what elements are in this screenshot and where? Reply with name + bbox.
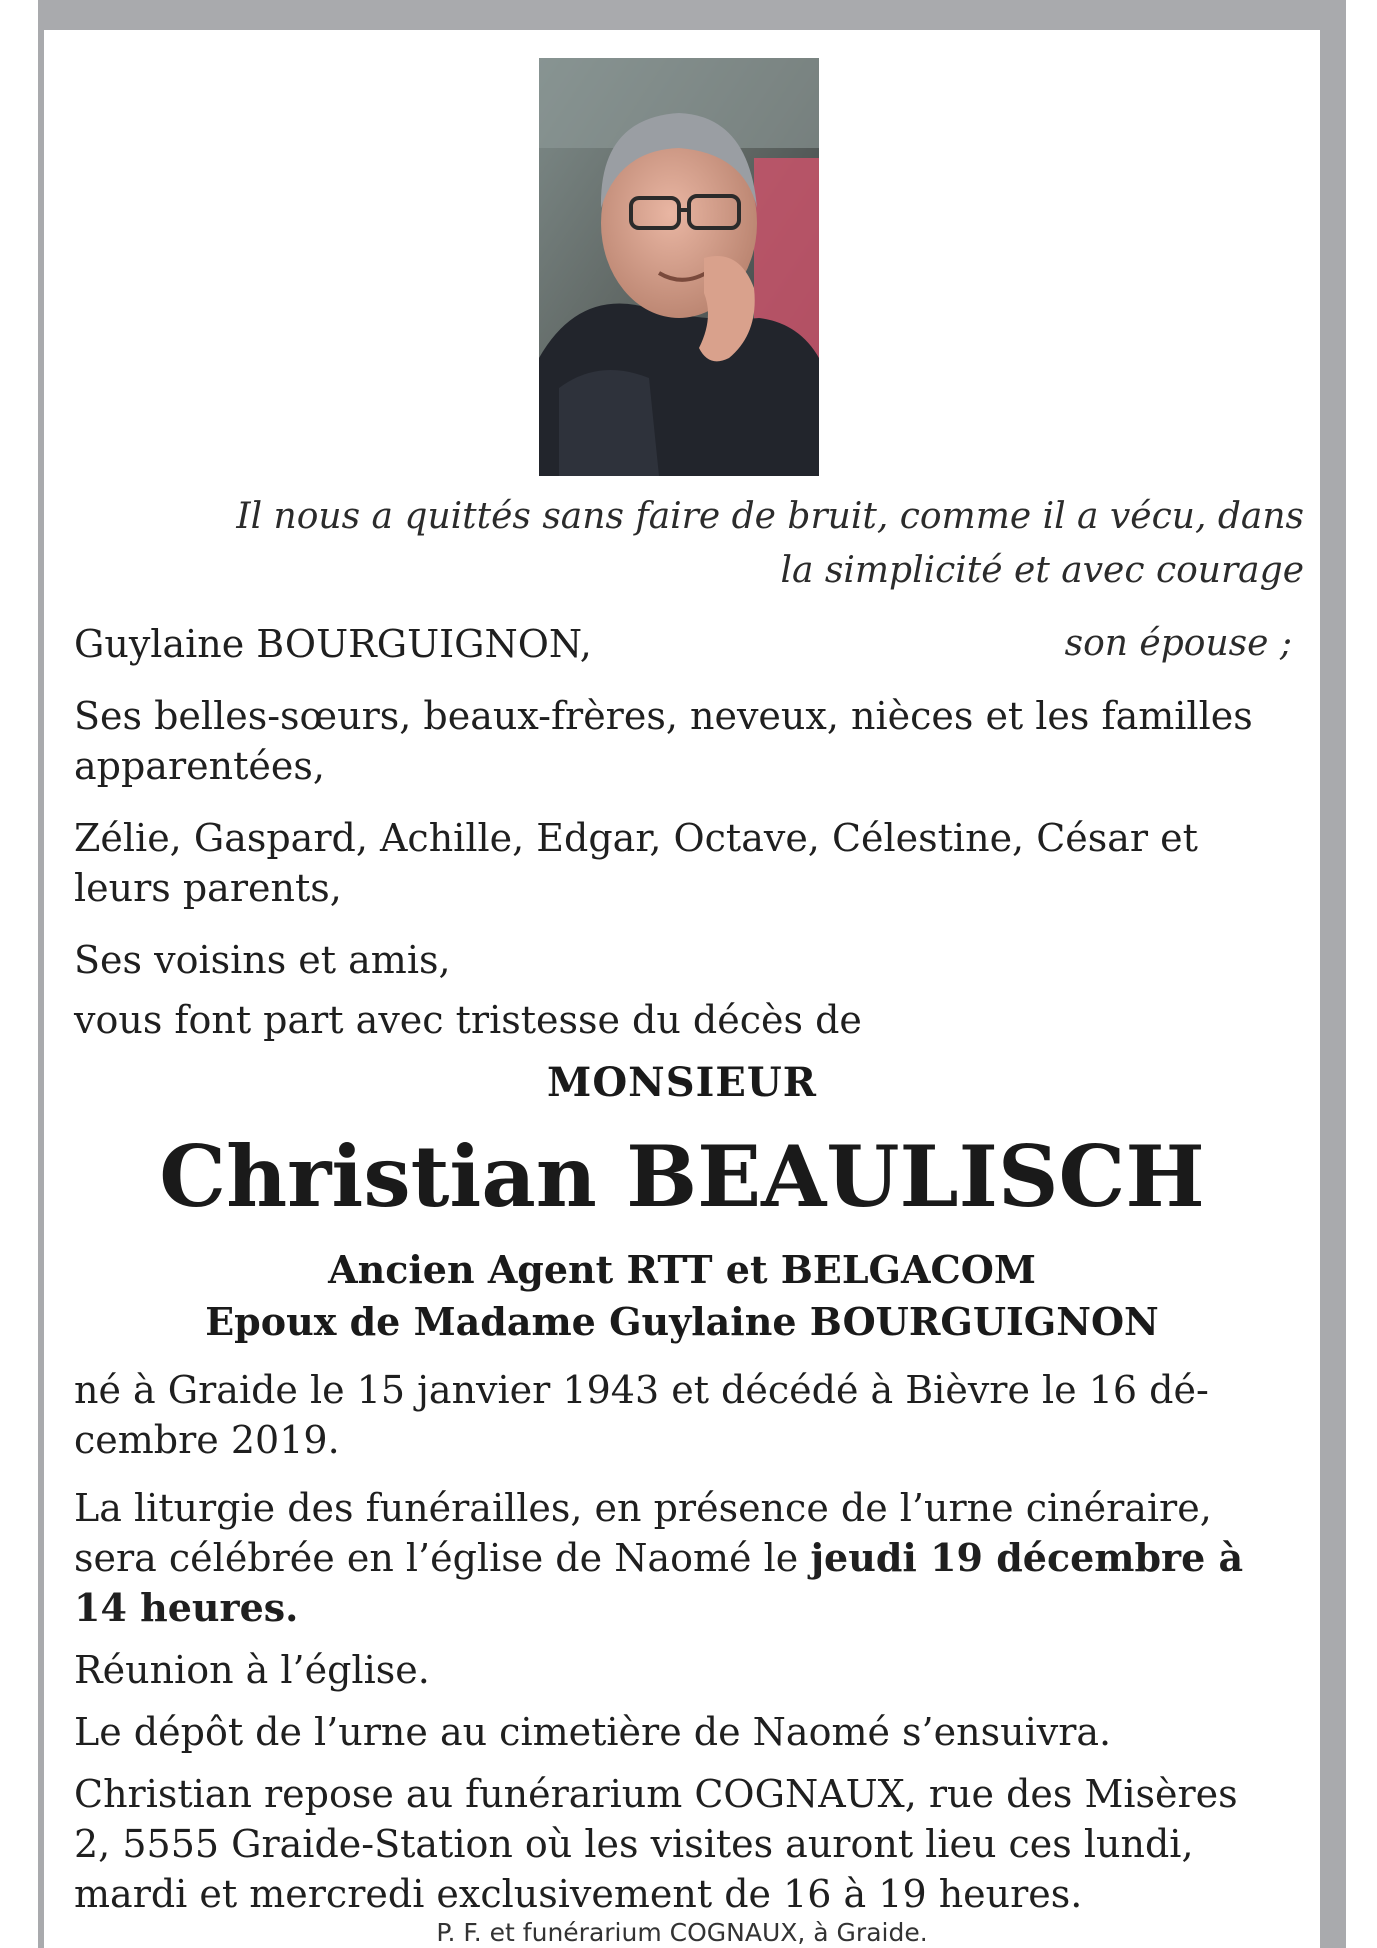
inlaws-line-2: apparentées, (74, 744, 325, 788)
quote-line-2: la simplicité et avec courage (780, 550, 1304, 591)
spouse-relation: son épouse ; (1064, 623, 1292, 664)
grandchildren-line-1: Zélie, Gaspard, Achille, Edgar, Octave, Célestine, César et (74, 816, 1198, 860)
liturgy-date: jeudi 19 décembre à (810, 1535, 1244, 1580)
birth-death-line-1: né à Graide le 15 janvier 1943 et décédé à Bièvre le 16 dé- (74, 1368, 1209, 1412)
urn-line: Le dépôt de l’urne au cimetière de Naomé s’ensuivra. (74, 1710, 1112, 1754)
liturgy-time: 14 heures. (74, 1585, 299, 1630)
liturgy-line-1: La liturgie des funérailles, en présence de l’urne cinéraire, (74, 1486, 1212, 1530)
neighbors-line: Ses voisins et amis, (74, 938, 451, 982)
birth-death-line-2: cembre 2019. (74, 1418, 340, 1462)
liturgy-line-2-text: sera célébrée en l’église de Naomé le (74, 1536, 811, 1580)
spouse-name: Guylaine BOURGUIGNON, (74, 622, 592, 666)
announcement-line: vous font part avec tristesse du décès de (74, 998, 862, 1042)
quote-line-1: Il nous a quittés sans faire de bruit, comme il a vécu, dans (236, 496, 1304, 537)
obituary-notice (44, 30, 1320, 1948)
funeral-home-credit: P. F. et funérarium COGNAUX, à Graide. (436, 1918, 928, 1947)
portrait-photo (539, 58, 819, 476)
spouse-of-line: Epoux de Madame Guylaine BOURGUIGNON (205, 1299, 1159, 1344)
occupation-line: Ancien Agent RTT et BELGACOM (328, 1247, 1036, 1292)
meeting-line: Réunion à l’église. (74, 1648, 430, 1692)
grandchildren-line-2: leurs parents, (74, 866, 342, 910)
rest-line-1: Christian repose au funérarium COGNAUX, rue des Misères (74, 1772, 1238, 1816)
rest-line-2: 2, 5555 Graide-Station où les visites auront lieu ces lundi, (74, 1822, 1194, 1866)
deceased-name: Christian BEAULISCH (159, 1127, 1205, 1226)
inlaws-line-1: Ses belles-sœurs, beaux-frères, neveux, nièces et les familles (74, 694, 1253, 738)
honorific-title: MONSIEUR (547, 1059, 817, 1106)
rest-line-3: mardi et mercredi exclusivement de 16 à 19 heures. (74, 1872, 1083, 1916)
portrait-illustration (539, 58, 819, 476)
liturgy-line-2 (74, 1532, 1274, 1584)
